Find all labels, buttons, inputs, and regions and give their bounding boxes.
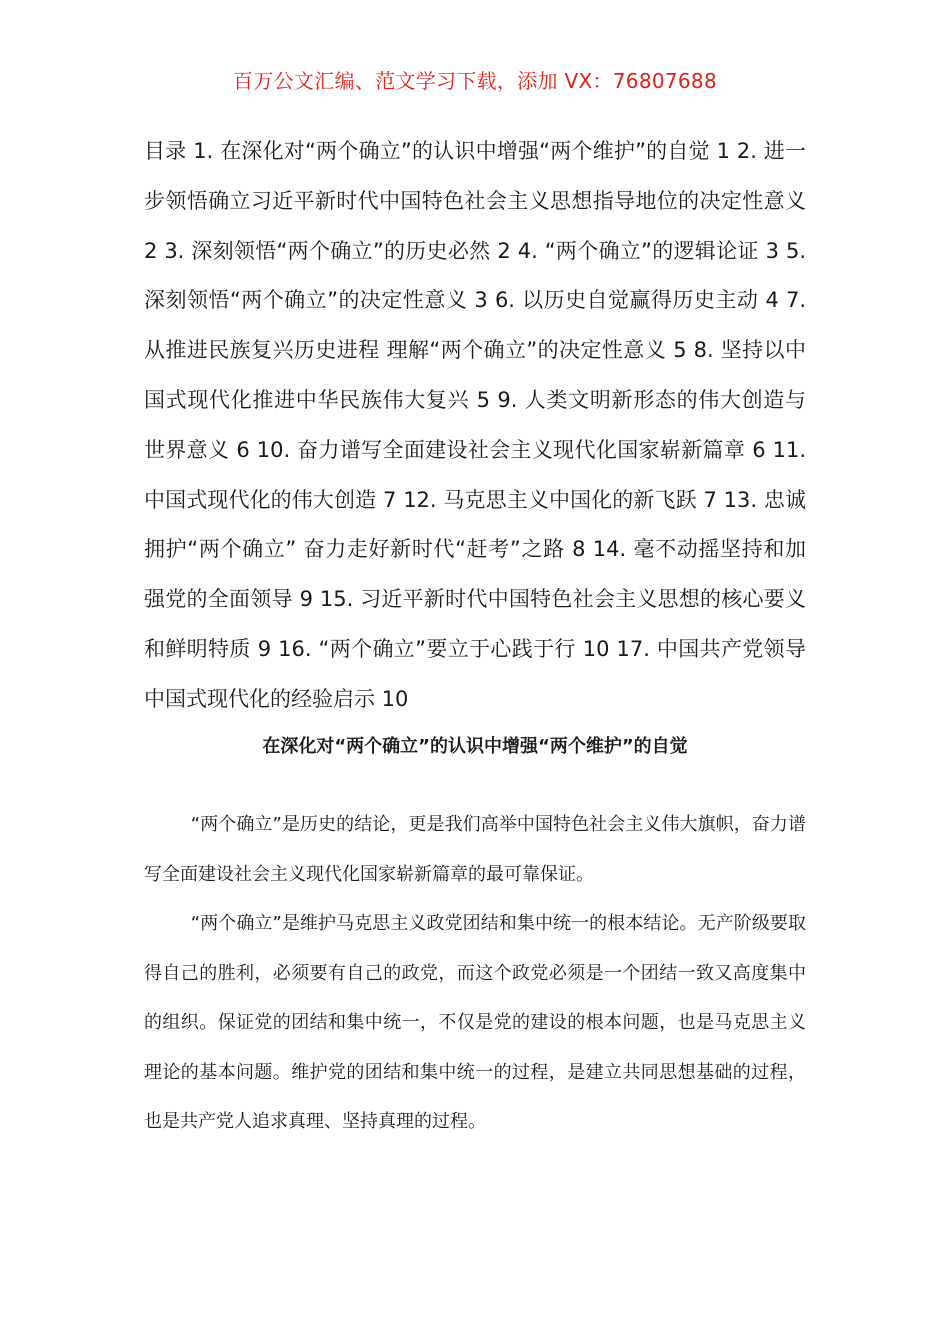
article-body xyxy=(144,800,806,1147)
paragraph-2: “两个确立”是维护马克思主义政党团结和集中统一的根本结论。无产阶级要取得自己的胜利，必须要有自己的政党，而这个政党必须是一个团结一致又高度集中的组织。保证党的团结和集中统一，不仅是党的建设的根本问题，也是马克思主义理论的基本问题。维护党的团结和集中统一的过程，是建立共同思想基础的过程，也是共产党人追求真理、坚持真理的过程。 xyxy=(144,913,806,1132)
table-of-contents: 目录 1. 在深化对“两个确立”的认识中增强“两个维护”的自觉 1 2. 进一步领悟确立习近平新时代中国特色社会主义思想指导地位的决定性意义 2 3. 深刻领悟“两个确立”的历史必然 2 4. “两个确立”的逻辑论证 3 5. 深刻领悟“两个确立”的决定性意义 3 6. 以历史自觉赢得历史主动 4 7. 从推进民族复兴历史进程 理解“两个确立”的决定性意义 5 8. 坚持以中国式现代化推进中华民族伟大复兴 5 9. 人类文明新形态的伟大创造与世界意义 6 10. 奋力谱写全面建设社会主义现代化国家崭新篇章 6 11. 中国式现代化的伟大创造 7 12. 马克思主义中国化的新飞跃 7 13. 忠诚拥护“两个确立” 奋力走好新时代“赶考”之路 8 14. 毫不动摇坚持和加强党的全面领导 9 15. 习近平新时代中国特色社会主义思想的核心要义和鲜明特质 9 16. “两个确立”要立于心践于行 10 17. 中国共产党领导中国式现代化的经验启示 10 xyxy=(144,139,806,711)
paragraph-1: “两个确立”是历史的结论，更是我们高举中国特色社会主义伟大旗帜，奋力谱写全面建设社会主义现代化国家崭新篇章的最可靠保证。 xyxy=(144,814,806,885)
article-title: 在深化对“两个确立”的认识中增强“两个维护”的自觉 xyxy=(262,736,688,757)
header-banner: 百万公文汇编、范文学习下载，添加 VX：76807688 xyxy=(233,69,717,93)
